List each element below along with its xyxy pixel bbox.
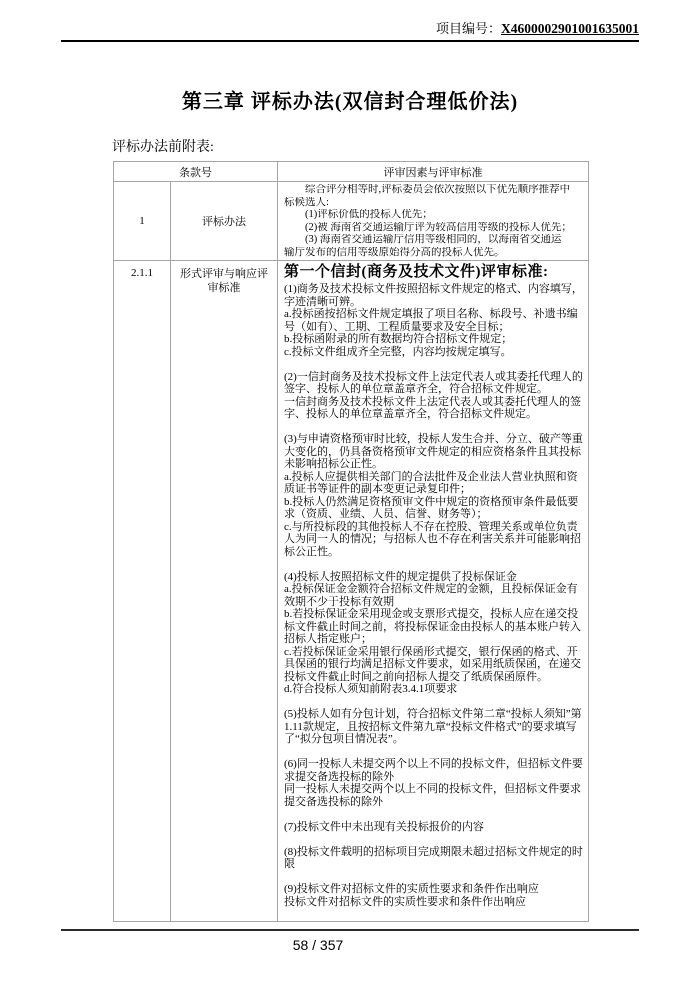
criteria-cell bbox=[278, 261, 589, 922]
envelope-criteria-heading: 第一个信封(商务及技术文件)评审标准: bbox=[284, 264, 549, 280]
chapter-title: 第三章 评标办法(双信封合理低价法) bbox=[181, 91, 519, 113]
criteria-paragraph: c.若投标保证金采用银行保函形式提交，银行保函的格式、开具保函的银行均满足招标文件要求，如采用纸质保函，在递交投标文件截止时间之前向招标人提交了纸质保函原件。 bbox=[284, 645, 581, 683]
criteria-paragraph: (6)同一投标人未提交两个以上不同的投标文件，但招标文件要求提交备选投标的除外 bbox=[284, 758, 583, 783]
criteria-line: (2)被 海南省交通运输厅评为较高信用等级的投标人优先； bbox=[284, 221, 572, 233]
criteria-paragraph: c.与所投标段的其他投标人不存在控股、管理关系或单位负责人为同一人的情况；与招标人也不存在利害关系并可能影响招标公正性。 bbox=[284, 520, 581, 558]
criteria-paragraph bbox=[284, 558, 584, 571]
criteria-paragraph: (2)一信封商务及技术投标文件上法定代表人或其委托代理人的签字、投标人的单位章盖章齐全，符合招标文件规定。 bbox=[284, 370, 583, 395]
column-header-criteria: 评审因素与评审标准 bbox=[278, 162, 589, 182]
criteria-paragraph: b.投标人仍然满足资格预审文件中规定的资格预审条件最低要求（资质、业绩、人员、信誉、财务等）； bbox=[284, 495, 579, 520]
factor-cell: 评标办法 bbox=[171, 182, 278, 261]
criteria-line: 输厅发布的信用等级原始得分高的投标人优先。 bbox=[284, 246, 505, 258]
criteria-paragraph: a.投标保证金金额符合招标文件规定的金额，且投标保证金有效期不少于投标有效期 bbox=[284, 583, 578, 608]
table-header-row bbox=[114, 162, 589, 182]
criteria-line: (1)评标价低的投标人优先； bbox=[284, 209, 433, 220]
criteria-paragraph: (1)商务及技术投标文件按照招标文件规定的格式、内容填写，字迹清晰可辨。 bbox=[284, 283, 583, 308]
project-number-value: X4600002901001635001 bbox=[501, 21, 639, 36]
criteria-paragraph: d.符合投标人须知前附表3.4.1项要求 bbox=[284, 683, 458, 695]
criteria-paragraphs bbox=[284, 283, 584, 908]
criteria-line: (3) 海南省交通运输厅信用等级相同的，以海南省交通运 bbox=[284, 234, 562, 245]
criteria-paragraph: b.投标函附录的所有数据均符合招标文件规定； bbox=[284, 333, 513, 345]
criteria-paragraph: (5)投标人如有分包计划，符合招标文件第二章“投标人须知”第1.11款规定，且按招标文件第九章“投标文件格式”的要求填写了“拟分包项目情况表”。 bbox=[284, 708, 582, 745]
criteria-paragraph bbox=[284, 871, 584, 884]
evaluation-table bbox=[113, 161, 589, 922]
criteria-paragraph: (4)投标人按照招标文件的规定提供了投标保证金 bbox=[284, 570, 517, 583]
criteria-paragraph: 投标文件对招标文件的实质性要求和条件作出响应 bbox=[284, 895, 526, 908]
criteria-paragraph: (7)投标文件中未出现有关投标报价的内容 bbox=[284, 820, 484, 833]
criteria-line: 综合评分相等时,评标委员会依次按照以下优先顺序推荐中 bbox=[284, 184, 571, 195]
criteria-paragraph bbox=[284, 746, 584, 759]
pretable-label: 评标办法前附表: bbox=[112, 140, 214, 155]
factor-cell: 形式评审与响应评审标准 bbox=[171, 261, 278, 922]
criteria-paragraph: (3)与申请资格预审时比较，投标人发生合并、分立、破产等重大变化的，仍具备资格预审文件规定的相应资格条件且其投标未影响招标公正性。 bbox=[284, 433, 583, 470]
table-row bbox=[114, 261, 589, 922]
criteria-paragraph: (8)投标文件载明的招标项目完成期限未超过招标文件规定的时限 bbox=[284, 845, 583, 870]
clause-number-cell: 1 bbox=[114, 182, 171, 261]
clause-number-cell: 2.1.1 bbox=[114, 261, 171, 922]
criteria-paragraph: (9)投标文件对招标文件的实质性要求和条件作出响应 bbox=[284, 883, 539, 895]
footer-divider bbox=[61, 929, 639, 931]
criteria-paragraph bbox=[284, 358, 584, 371]
criteria-line: 标候选人: bbox=[284, 196, 329, 208]
criteria-paragraph bbox=[284, 421, 584, 434]
criteria-cell bbox=[278, 182, 589, 261]
criteria-paragraph: b.若投标保证金采用现金或支票形式提交，投标人应在递交投标文件截止时间之前，将投标保证金由投标人的基本账户转入招标人指定账户； bbox=[284, 608, 581, 645]
criteria-paragraph: a.投标函按招标文件规定填报了项目名称、标段号、补遗书编号（如有）、工期、工程质量要求及安全目标； bbox=[284, 308, 578, 333]
criteria-paragraph: c.投标文件组成齐全完整，内容均按规定填写。 bbox=[284, 345, 512, 358]
table-row bbox=[114, 182, 589, 261]
criteria-lines bbox=[284, 184, 584, 259]
column-header-clause: 条款号 bbox=[114, 162, 278, 182]
criteria-paragraph bbox=[284, 833, 584, 846]
page-header bbox=[61, 21, 639, 42]
criteria-paragraph bbox=[284, 696, 584, 709]
project-number-label: 项目编号： bbox=[435, 21, 501, 36]
criteria-content bbox=[284, 263, 584, 921]
criteria-paragraph: a.投标人应提供相关部门的合法批件及企业法人营业执照和资质证书等证件的副本变更记录复印件； bbox=[284, 470, 578, 495]
criteria-paragraph bbox=[284, 808, 584, 821]
criteria-paragraph: 一信封商务及技术投标文件上法定代表人或其委托代理人的签字、投标人的单位章盖章齐全，符合招标文件规定。 bbox=[284, 395, 581, 420]
page-number: 58 / 357 bbox=[292, 937, 344, 953]
criteria-paragraph: 同一投标人未提交两个以上不同的投标文件，但招标文件要求提交备选投标的除外 bbox=[284, 783, 581, 808]
